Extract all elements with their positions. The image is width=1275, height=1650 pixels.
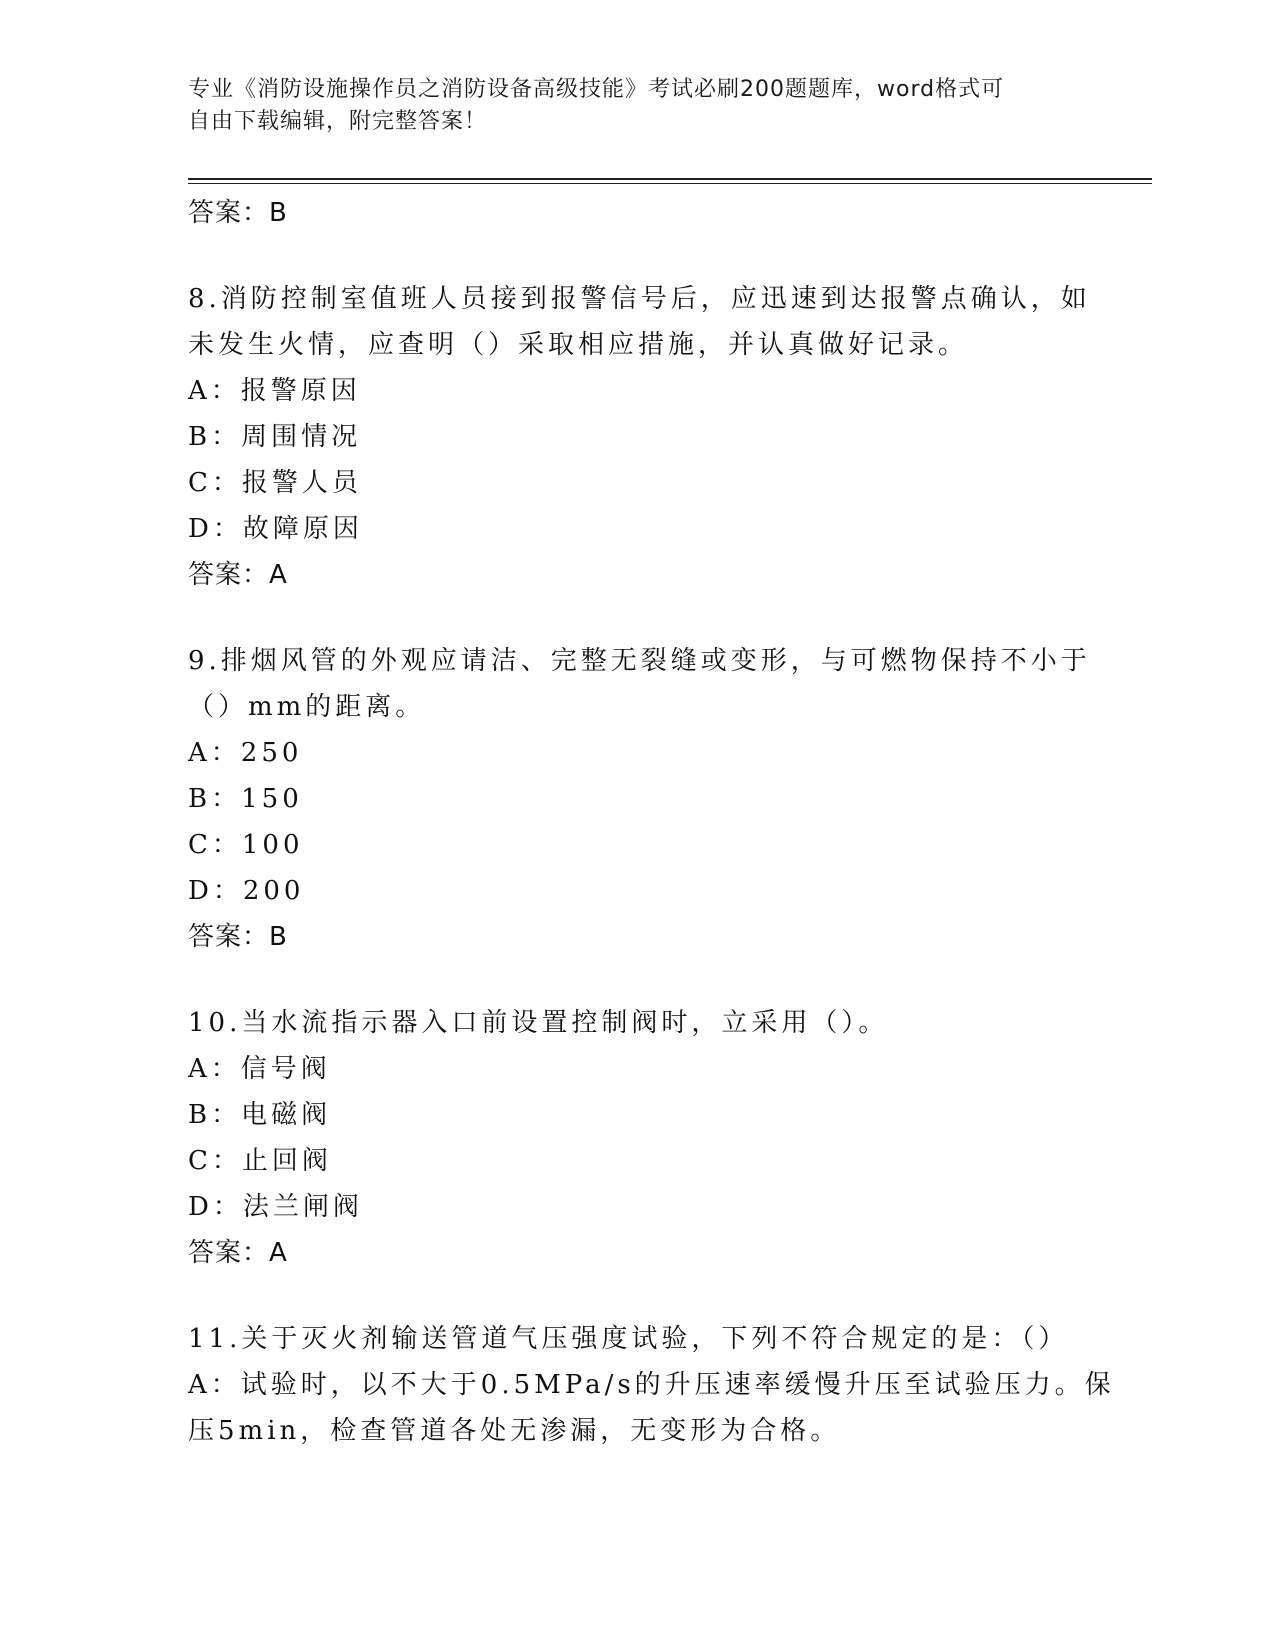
spacer <box>188 1276 1088 1316</box>
option-d: D：故障原因 <box>188 514 363 544</box>
question-list <box>188 190 1115 1454</box>
question-text-line: 11.关于灭火剂输送管道气压强度试验，下列不符合规定的是：（） <box>188 1324 1069 1354</box>
answer-line: 答案：A <box>188 560 288 590</box>
spacer <box>188 960 1088 1000</box>
option-a: A：250 <box>188 738 303 768</box>
option-c: C：报警人员 <box>188 468 362 498</box>
question-text-line: （）mm的距离。 <box>188 692 426 722</box>
option-a: A：报警原因 <box>188 376 361 406</box>
option-c: C：止回阀 <box>188 1146 332 1176</box>
question-text-line: 未发生火情，应查明（）采取相应措施，并认真做好记录。 <box>188 330 969 360</box>
header-line-1: 专业《消防设施操作员之消防设备高级技能》考试必刷200题题库，word格式可 <box>188 77 1005 102</box>
header-line-2: 自由下载编辑，附完整答案！ <box>188 109 488 134</box>
option-b: B：150 <box>188 784 303 814</box>
question-8 <box>188 276 1091 598</box>
option-d: D：法兰闸阀 <box>188 1192 363 1222</box>
question-text-line: 9.排烟风管的外观应请洁、完整无裂缝或变形，与可燃物保持不小于 <box>188 646 1091 676</box>
option-a: A：信号阀 <box>188 1054 331 1084</box>
spacer <box>188 598 1088 638</box>
option-c: C：100 <box>188 830 304 860</box>
header-rule-thick <box>188 178 1152 180</box>
option-d: D：200 <box>188 876 305 906</box>
question-text-line: 8.消防控制室值班人员接到报警信号后，应迅速到达报警点确认，如 <box>188 284 1091 314</box>
header-rule-thin <box>188 183 1152 184</box>
option-b: B：电磁阀 <box>188 1100 332 1130</box>
question-9 <box>188 638 1091 960</box>
question-11 <box>188 1316 1115 1454</box>
answer-line: 答案：A <box>188 1238 288 1268</box>
option-a-continued: 压5min，检查管道各处无渗漏，无变形为合格。 <box>188 1416 841 1446</box>
option-b: B：周围情况 <box>188 422 362 452</box>
page-header <box>188 74 1088 138</box>
spacer <box>188 236 1088 276</box>
question-text-line: 10.当水流指示器入口前设置控制阀时，立采用（）。 <box>188 1008 889 1038</box>
question-10 <box>188 1000 1088 1276</box>
answer-line: 答案：B <box>188 198 288 228</box>
answer-line: 答案：B <box>188 922 288 952</box>
option-a: A：试验时，以不大于0.5MPa/s的升压速率缓慢升压至试验压力。保 <box>188 1370 1115 1400</box>
